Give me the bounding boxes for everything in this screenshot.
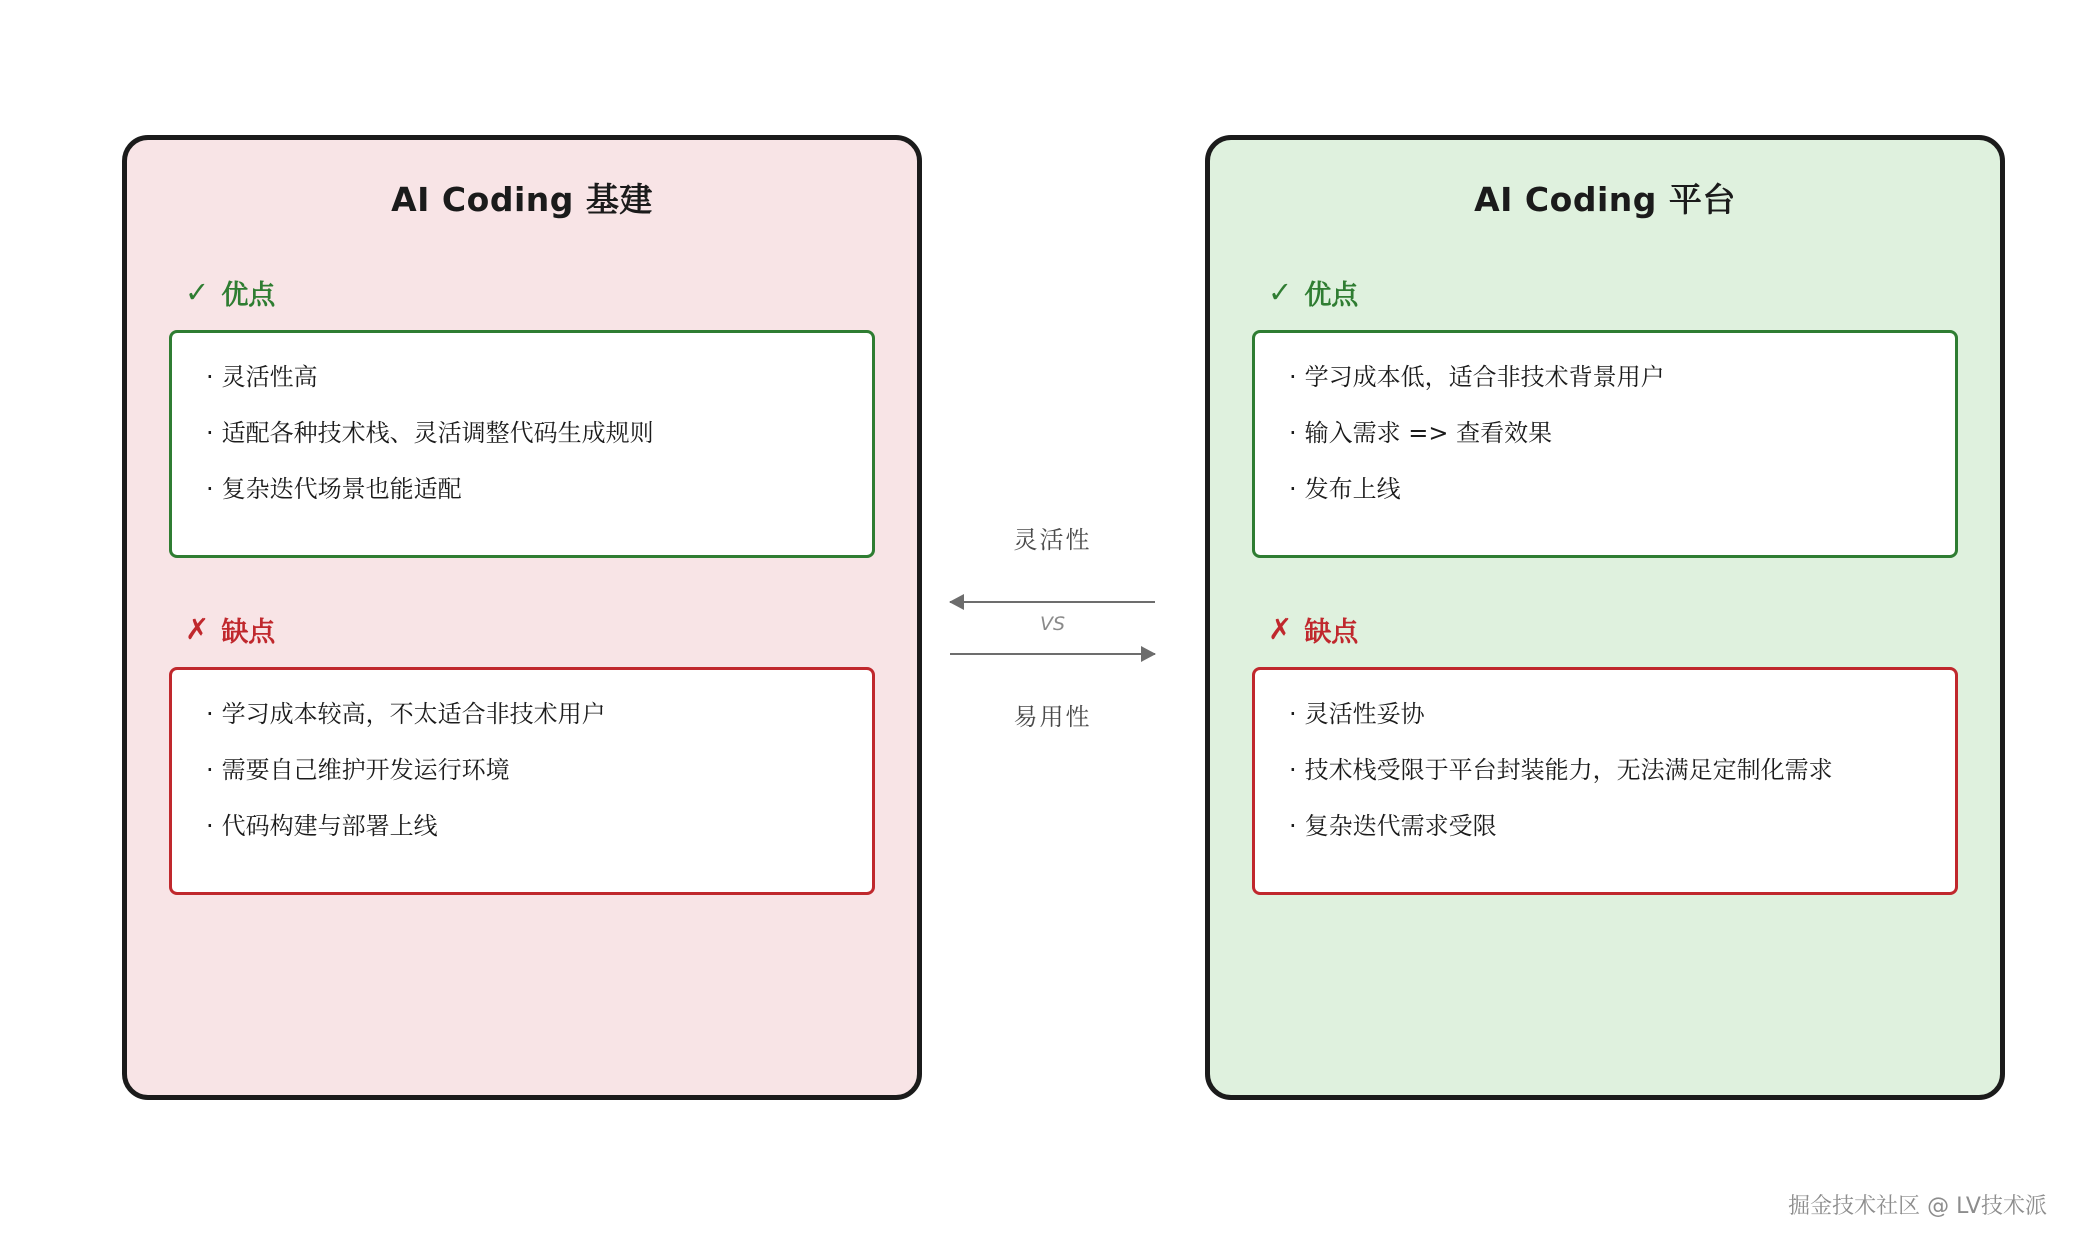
cons-heading-right — [1268, 610, 2000, 649]
bullet-icon: · — [206, 475, 214, 503]
watermark: 掘金技术社区 @ LV技术派 — [1788, 1194, 2047, 1219]
bullet-icon: · — [1289, 700, 1297, 728]
cons-label-right: 缺点 — [1304, 617, 1359, 648]
cons-list-left — [169, 667, 875, 895]
card-ai-coding-platform — [1205, 135, 2005, 1100]
bullet-icon: · — [206, 363, 214, 391]
cons-list-right — [1252, 667, 1958, 895]
vs-label: VS — [1032, 613, 1073, 635]
list-item-text: 适配各种技术栈、灵活调整代码生成规则 — [221, 419, 654, 447]
list-item-text: 复杂迭代场景也能适配 — [221, 475, 462, 503]
list-item-text: 灵活性妥协 — [1304, 700, 1425, 728]
arrow-line-left — [950, 601, 1155, 603]
list-item-text: 需要自己维护开发运行环境 — [221, 756, 510, 784]
bullet-icon: · — [206, 700, 214, 728]
list-item — [1289, 808, 1921, 844]
comparison-middle — [950, 520, 1155, 732]
bullet-icon: · — [1289, 363, 1297, 391]
cons-label-left: 缺点 — [221, 617, 276, 648]
list-item-text: 复杂迭代需求受限 — [1304, 812, 1497, 840]
pros-label-right: 优点 — [1304, 280, 1359, 311]
list-item-text: 输入需求 => 查看效果 — [1304, 419, 1553, 447]
card-ai-coding-infrastructure — [122, 135, 922, 1100]
pros-heading-left — [185, 273, 917, 312]
middle-bottom-label: 易用性 — [1013, 703, 1092, 731]
card-title-left: AI Coding 基建 — [391, 180, 653, 219]
list-item — [206, 471, 838, 507]
list-item-text: 技术栈受限于平台封装能力，无法满足定制化需求 — [1304, 756, 1833, 784]
pros-list-right — [1252, 330, 1958, 558]
bullet-icon: · — [206, 756, 214, 784]
list-item — [206, 415, 838, 451]
middle-top-label: 灵活性 — [1013, 526, 1092, 554]
list-item — [206, 696, 838, 732]
comparison-arrows — [950, 573, 1155, 683]
list-item-text: 学习成本较高，不太适合非技术用户 — [221, 700, 606, 728]
card-title-right: AI Coding 平台 — [1474, 180, 1736, 219]
list-item-text: 学习成本低，适合非技术背景用户 — [1304, 363, 1665, 391]
list-item — [206, 808, 838, 844]
bullet-icon: · — [206, 419, 214, 447]
bullet-icon: · — [1289, 812, 1297, 840]
list-item — [1289, 359, 1921, 395]
arrow-head-left-icon — [949, 594, 964, 610]
bullet-icon: · — [1289, 419, 1297, 447]
pros-heading-right — [1268, 273, 2000, 312]
check-icon: ✓ — [185, 275, 210, 309]
bullet-icon: · — [206, 812, 214, 840]
cross-icon: ✗ — [185, 612, 210, 646]
list-item — [1289, 696, 1921, 732]
list-item-text: 灵活性高 — [221, 363, 318, 391]
bullet-icon: · — [1289, 475, 1297, 503]
cross-icon: ✗ — [1268, 612, 1293, 646]
cons-heading-left — [185, 610, 917, 649]
list-item — [1289, 752, 1921, 788]
pros-label-left: 优点 — [221, 280, 276, 311]
check-icon: ✓ — [1268, 275, 1293, 309]
pros-list-left — [169, 330, 875, 558]
list-item-text: 代码构建与部署上线 — [221, 812, 438, 840]
list-item — [206, 752, 838, 788]
arrow-line-right — [950, 653, 1155, 655]
list-item — [1289, 415, 1921, 451]
arrow-head-right-icon — [1141, 646, 1156, 662]
list-item — [1289, 471, 1921, 507]
list-item — [206, 359, 838, 395]
list-item-text: 发布上线 — [1304, 475, 1401, 503]
bullet-icon: · — [1289, 756, 1297, 784]
